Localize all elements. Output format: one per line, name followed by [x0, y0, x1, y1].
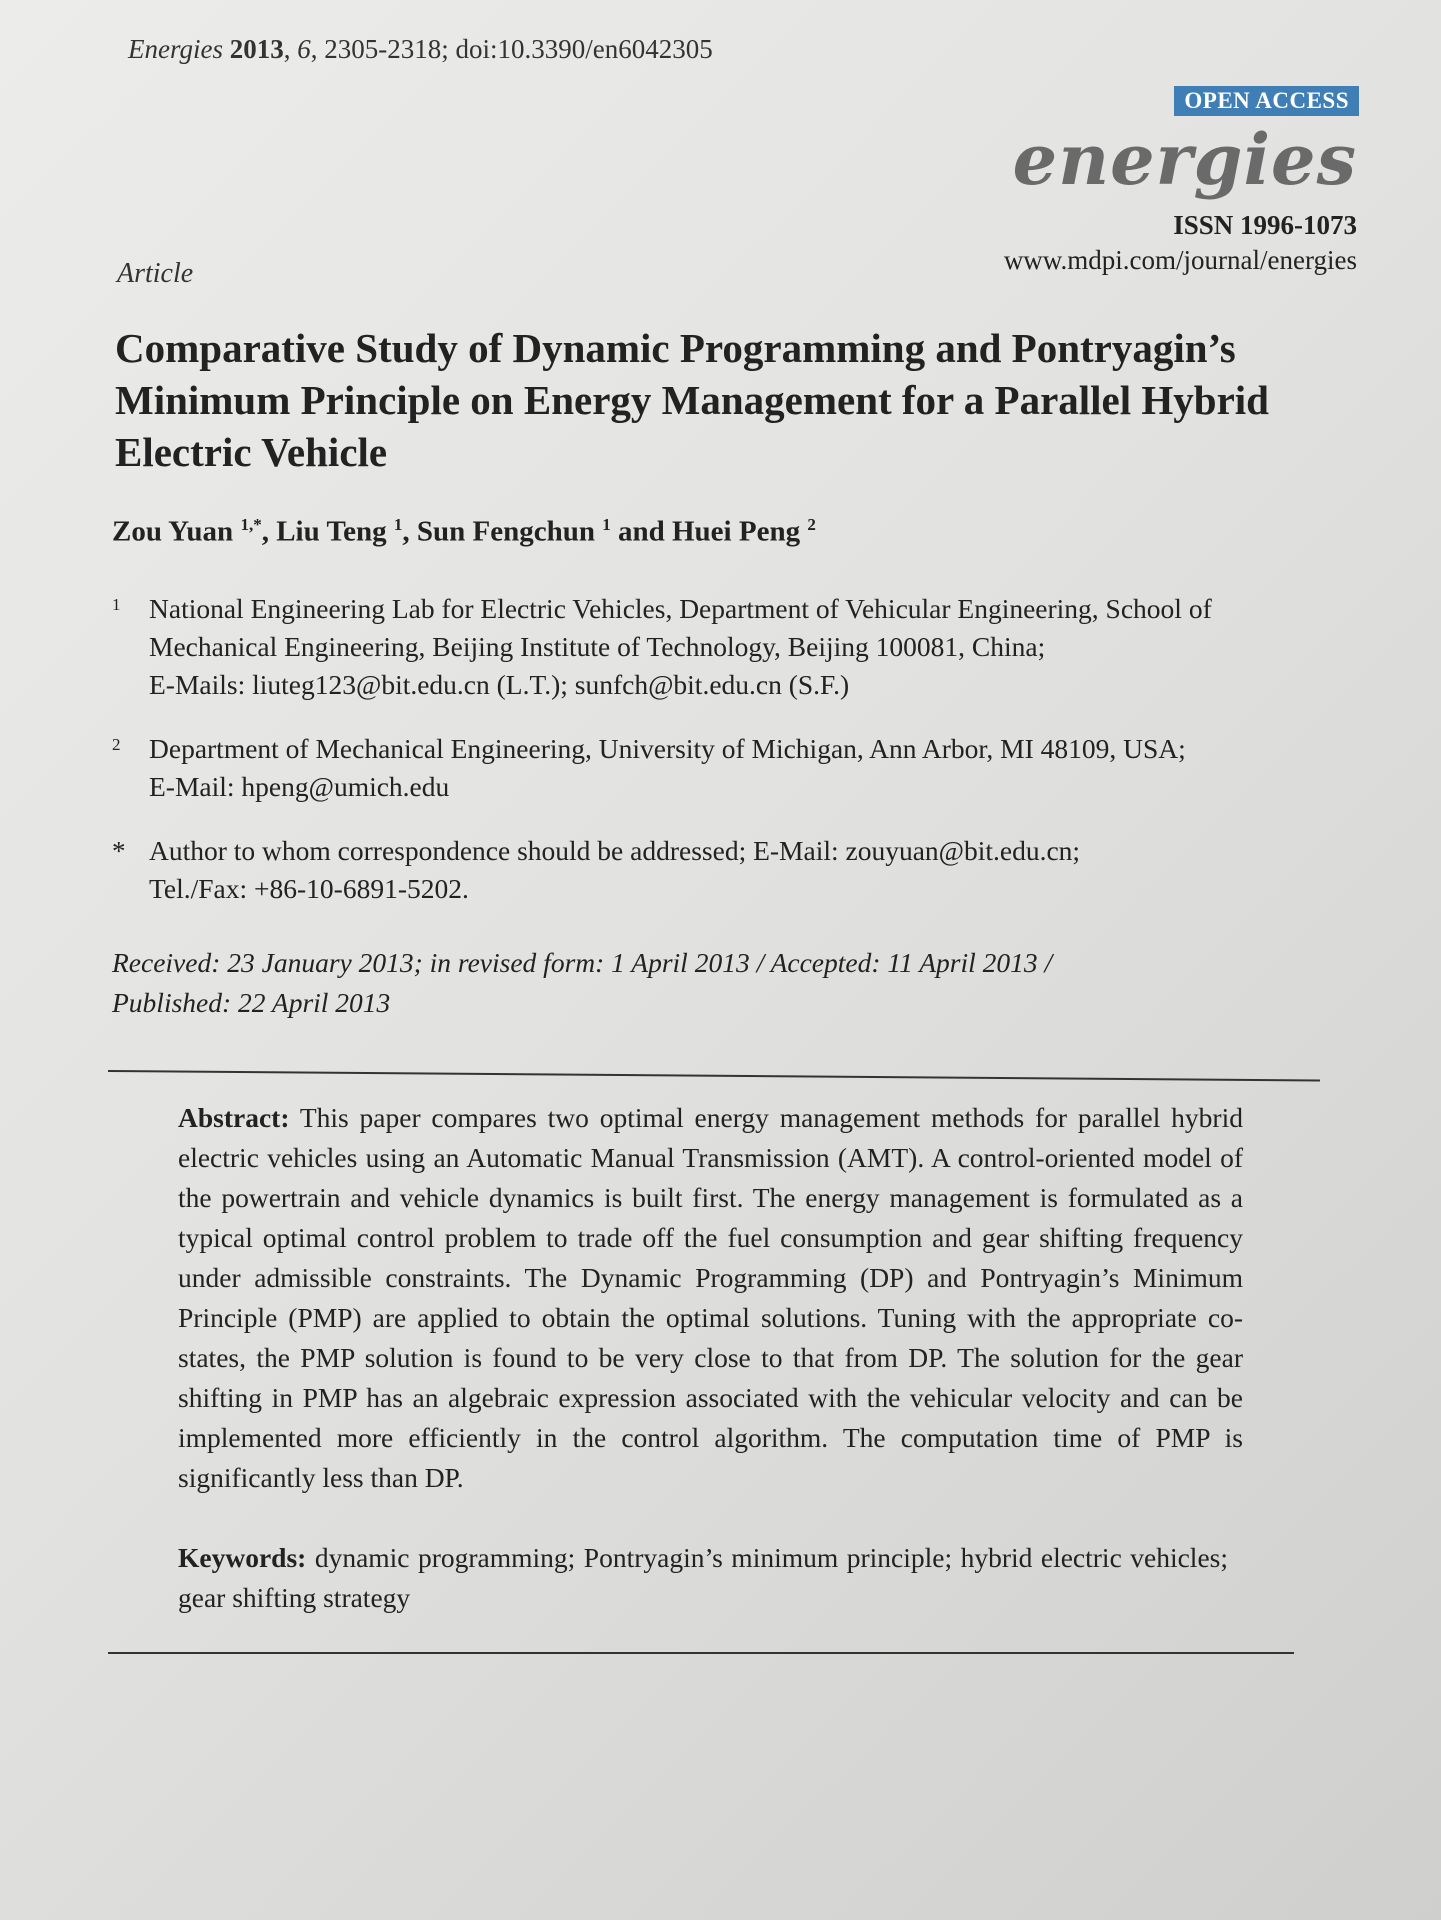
publication-dates — [112, 943, 1052, 1023]
author-separator: , — [402, 515, 417, 548]
affiliation-line: E-Mails: liuteg123@bit.edu.cn (L.T.); sunfch@bit.edu.cn (S.F.) — [149, 669, 850, 700]
abstract — [178, 1098, 1243, 1498]
author-name: Sun Fengchun — [416, 515, 595, 548]
affiliation-line: E-Mail: hpeng@umich.edu — [149, 771, 450, 802]
keywords-text: dynamic programming; Pontryagin’s minimum principle; hybrid electric vehicles; gear shifting strategy — [178, 1542, 1228, 1613]
affiliation-mark: 2 — [112, 735, 121, 754]
author-name: Huei Peng — [672, 515, 801, 548]
open-access-badge: OPEN ACCESS — [1174, 86, 1359, 116]
author-affil-mark: 1 — [393, 515, 403, 534]
correspondence-mark: * — [112, 836, 126, 866]
author-affil-mark: 1,* — [240, 515, 262, 534]
paper-title: Comparative Study of Dynamic Programming and Pontryagin’s Minimum Principle on Energy Management for a Parallel Hybrid Electric Vehicle — [115, 325, 1269, 475]
keywords-label: Keywords: — [178, 1542, 307, 1573]
correspondence-line: Tel./Fax: +86-10-6891-5202. — [149, 873, 469, 904]
author-list — [112, 515, 816, 549]
affiliation-line: Department of Mechanical Engineering, University of Michigan, Ann Arbor, MI 48109, USA; — [149, 733, 1186, 764]
top-divider — [108, 1070, 1320, 1082]
author-affil-mark: 1 — [602, 515, 611, 534]
abstract-text: This paper compares two optimal energy management methods for parallel hybrid electric vehicles using an Automatic Manual Transmission (AMT). A control-oriented model of the powertrain and vehicle dynamics is built first. The energy management is formulated as a typical optimal control problem to trade off the fuel consumption and gear shifting frequency under admissible constraints. The Dynamic Programming (DP) and Pontryagin’s Minimum Principle (PMP) are applied to obtain the optimal solutions. Tuning with the appropriate co-states, the PMP solution is found to be very close to that from DP. The solution for the gear shifting in PMP has an algebraic expression associated with the vehicular velocity and can be implemented more efficiently in the control algorithm. The computation time of PMP is significantly less than DP. — [178, 1102, 1243, 1493]
author-name: Liu Teng — [276, 515, 387, 548]
author-separator: and — [610, 515, 672, 548]
author-separator: , — [261, 515, 277, 548]
dates-line-2: Published: 22 April 2013 — [112, 987, 391, 1018]
bottom-divider — [108, 1652, 1294, 1654]
article-type: Article — [117, 258, 194, 289]
author-affil-mark: 2 — [807, 515, 816, 534]
journal-url: www.mdpi.com/journal/energies — [1003, 245, 1357, 275]
journal-logo: energies — [1012, 118, 1357, 201]
citation-line: Energies 2013, 6, 2305-2318; doi:10.3390/en6042305 — [128, 34, 713, 64]
issn: ISSN 1996-1073 — [1173, 210, 1357, 240]
abstract-label: Abstract: — [178, 1102, 290, 1133]
dates-line-1: Received: 23 January 2013; in revised form: 1 April 2013 / Accepted: 11 April 2013 / — [112, 947, 1053, 978]
journal-name: Energies — [128, 34, 223, 64]
affiliation-2 — [112, 730, 1342, 806]
affiliation-line: Mechanical Engineering, Beijing Institute of Technology, Beijing 100081, China; — [149, 631, 1046, 662]
keywords — [178, 1538, 1228, 1618]
affiliation-line: National Engineering Lab for Electric Vehicles, Department of Vehicular Engineering, School of — [149, 593, 1212, 624]
citation-year: 2013 — [229, 34, 284, 64]
affiliation-mark: 1 — [112, 595, 121, 614]
citation-volume: 6 — [297, 34, 311, 64]
author-name: Zou Yuan — [112, 515, 234, 548]
correspondence-line: Author to whom correspondence should be addressed; E-Mail: zouyuan@bit.edu.cn; — [149, 835, 1081, 866]
correspondence-note — [112, 832, 1342, 908]
affiliation-1 — [112, 590, 1342, 704]
citation-pages-doi: , 2305-2318; doi:10.3390/en6042305 — [310, 34, 713, 64]
